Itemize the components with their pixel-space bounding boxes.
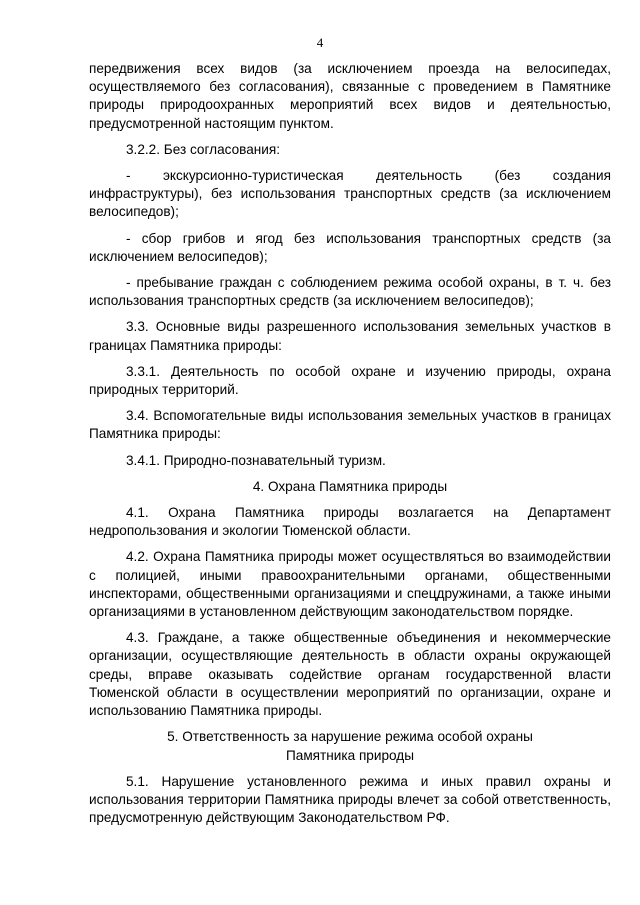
paragraph-3-4-1: 3.4.1. Природно-познавательный туризм. bbox=[126, 452, 386, 468]
list-item-stay: - пребывание граждан с соблюдением режима особой охраны, в т. ч. без использования транспортных средств (за исключением велосипедов); bbox=[89, 275, 611, 309]
list-item-excursion: - экскурсионно-туристическая деятельность (без создания инфраструктуры), без использования транспортных средств (за исключением велосипедов); bbox=[89, 168, 611, 220]
paragraph-4-2: 4.2. Охрана Памятника природы может осуществляться во взаимодействии с полицией, иными правоохранительными органами, общественными инспекторами, общественными организациями и спецдружинами, а также иными организациями в установленном действующим законодательством порядке. bbox=[89, 549, 611, 620]
paragraph-3-3: 3.3. Основные виды разрешенного использования земельных участков в границах Памятника природы: bbox=[89, 319, 611, 353]
paragraph-3-4: 3.4. Вспомогательные виды использования земельных участков в границах Памятника природы: bbox=[89, 408, 611, 442]
paragraph-4-1: 4.1. Охрана Памятника природы возлагается на Департамент недропользования и экологии Тюменской области. bbox=[89, 505, 611, 539]
page-number: 4 bbox=[316, 35, 324, 50]
section-5-heading-line1: 5. Ответственность за нарушение режима особой охраны bbox=[167, 729, 533, 745]
paragraph-4-3: 4.3. Граждане, а также общественные объединения и некоммерческие организации, осуществляющие деятельность в области охраны окружающей среды, вправе оказывать содействие органам государственной власти Тюменской области в осуществлении мероприятий по организации, охране и использованию Памятника природы. bbox=[89, 630, 611, 719]
section-5-heading-line2: Памятника природы bbox=[286, 747, 414, 763]
paragraph-5-1: 5.1. Нарушение установленного режима и иных правил охраны и использования территории Памятника природы влечет за собой ответственность, предусмотренную действующим Законодательством РФ. bbox=[89, 773, 611, 826]
document-body bbox=[89, 60, 611, 827]
section-4-heading: 4. Охрана Памятника природы bbox=[252, 478, 448, 494]
paragraph-3-2-2: 3.2.2. Без согласования: bbox=[126, 141, 281, 157]
paragraph-continuation: передвижения всех видов (за исключением проезда на велосипедах, осуществляемого без согласования), связанные с проведением в Памятнике природы природоохранных мероприятий всех видов и деятельностью, предусмотренной настоящим пунктом. bbox=[89, 61, 611, 131]
list-item-mushrooms: - сбор грибов и ягод без использования транспортных средств (за исключением велосипедов); bbox=[89, 230, 611, 264]
paragraph-3-3-1: 3.3.1. Деятельность по особой охране и изучению природы, охрана природных территорий. bbox=[89, 363, 611, 398]
